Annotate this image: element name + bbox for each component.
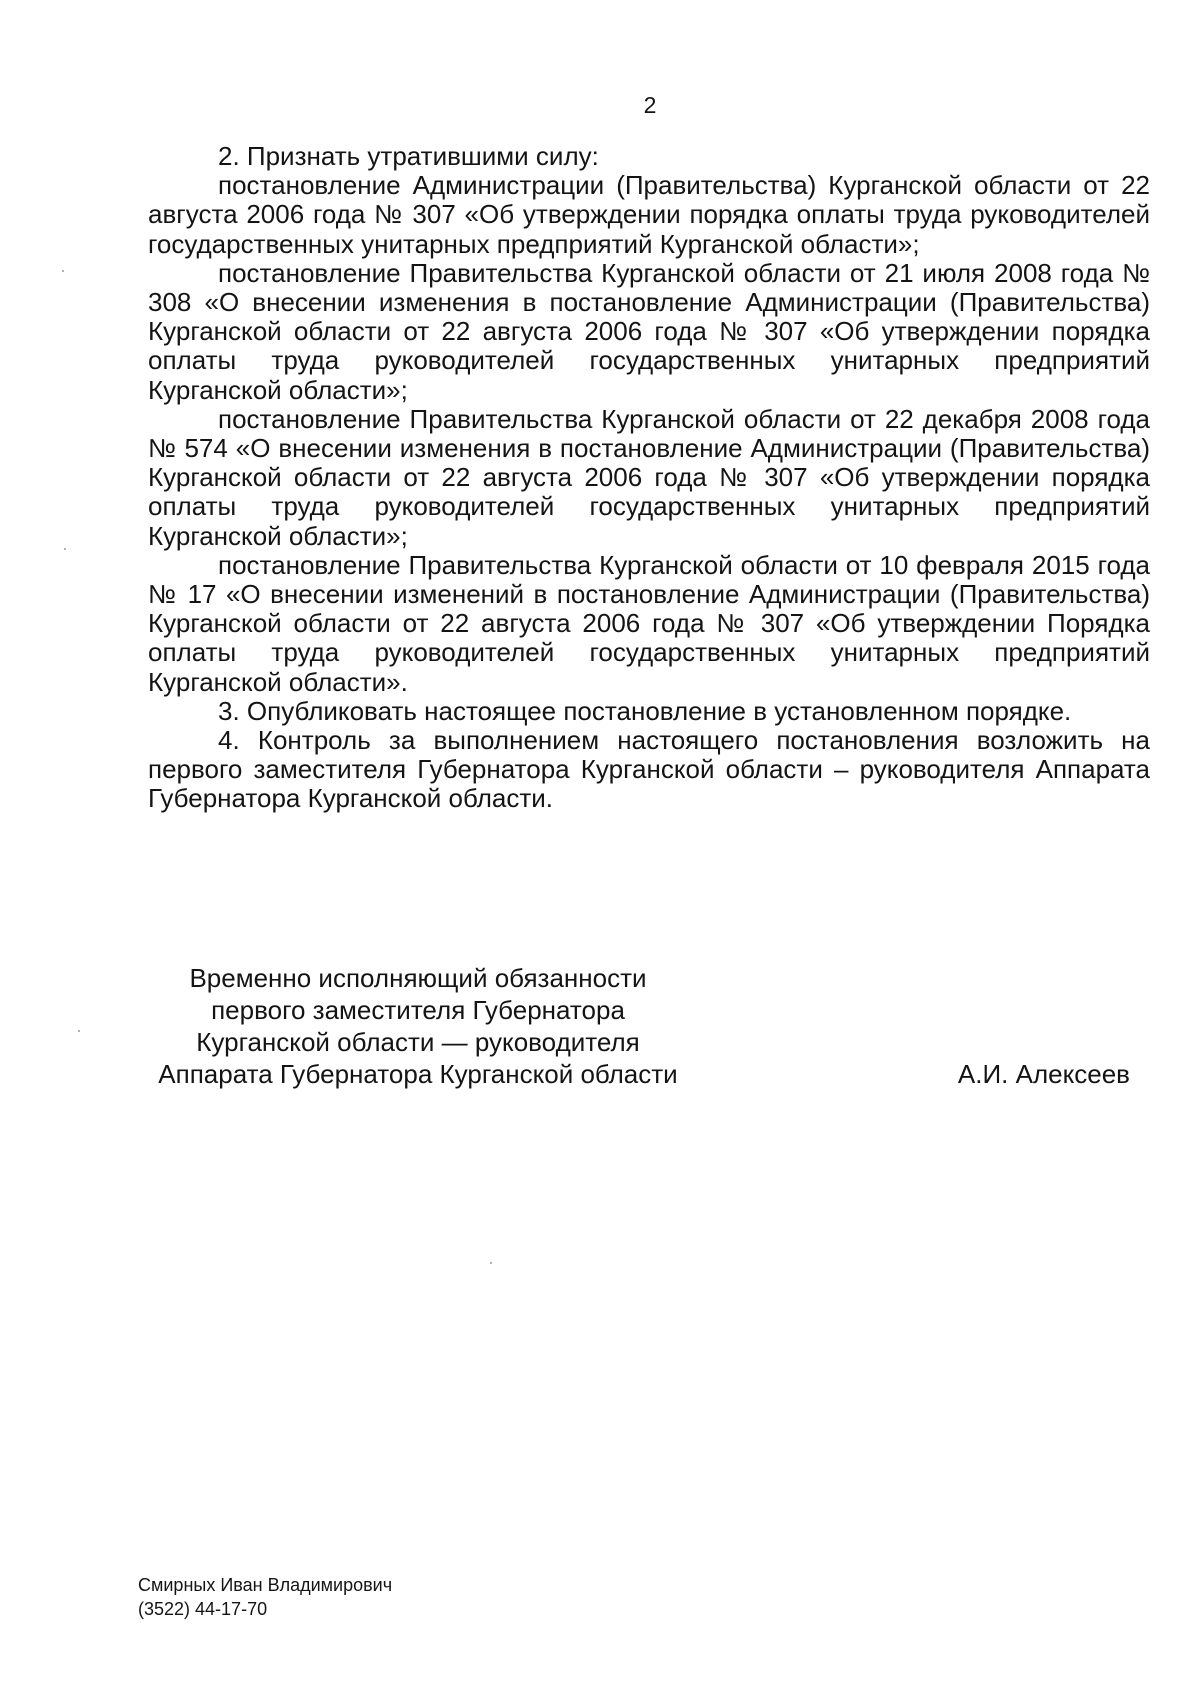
signatory-position-line: Аппарата Губернатора Курганской области [158, 1059, 678, 1089]
paragraph-item-4-control: 4. Контроль за выполнением настоящего постановления возложить на первого заместителя Губернатора Курганской области – руководителя Аппарата Губернатора Курганской области. [148, 725, 1150, 814]
signatory-position-line: Курганской области — руководителя [196, 1027, 640, 1057]
signatory-name: А.И. Алексеев [957, 1059, 1130, 1089]
scan-speck [490, 1262, 492, 1264]
executor-info [138, 1573, 392, 1621]
scan-speck [62, 270, 64, 272]
scan-speck [78, 1030, 80, 1032]
signatory-position [148, 962, 688, 1090]
signatory-position-line: Временно исполняющий обязанности [189, 963, 647, 993]
signature-block [148, 962, 1150, 1090]
document-body [148, 142, 1150, 814]
scan-speck [64, 548, 66, 550]
executor-phone: (3522) 44-17-70 [138, 1599, 268, 1619]
page-number: 2 [643, 92, 657, 118]
signatory-position-line: первого заместителя Губернатора [211, 995, 625, 1025]
paragraph-repealed-act-2008-december: постановление Правительства Курганской области от 22 декабря 2008 года № 574 «О внесении изменения в постановление Администрации (Правительства) Курганской области от 22 августа 2006 года № 307 «Об утверждении порядка оплаты труда руководителей государственных унитарных предприятий Курганской области»; [148, 403, 1150, 551]
paragraph-item-2-heading: 2. Признать утратившими силу: [218, 141, 599, 171]
paragraph-repealed-act-2015: постановление Правительства Курганской области от 10 февраля 2015 года № 17 «О внесении изменений в постановление Администрации (Правительства) Курганской области от 22 августа 2006 года № 307 «Об утверждении Порядка оплаты труда руководителей государственных унитарных предприятий Курганской области». [148, 549, 1150, 697]
executor-name: Смирных Иван Владимирович [138, 1575, 393, 1595]
paragraph-repealed-act-2008-july: постановление Правительства Курганской области от 21 июля 2008 года № 308 «О внесении изменения в постановление Администрации (Правительства) Курганской области от 22 августа 2006 года № 307 «Об утверждении порядка оплаты труда руководителей государственных унитарных предприятий Курганской области»; [148, 257, 1150, 405]
paragraph-repealed-act-2006: постановление Администрации (Правительства) Курганской области от 22 августа 2006 года № 307 «Об утверждении порядка оплаты труда руководителей государственных унитарных предприятий Курганской области»; [148, 170, 1150, 259]
paragraph-item-3-publish: 3. Опубликовать настоящее постановление в установленном порядке. [218, 695, 1072, 726]
